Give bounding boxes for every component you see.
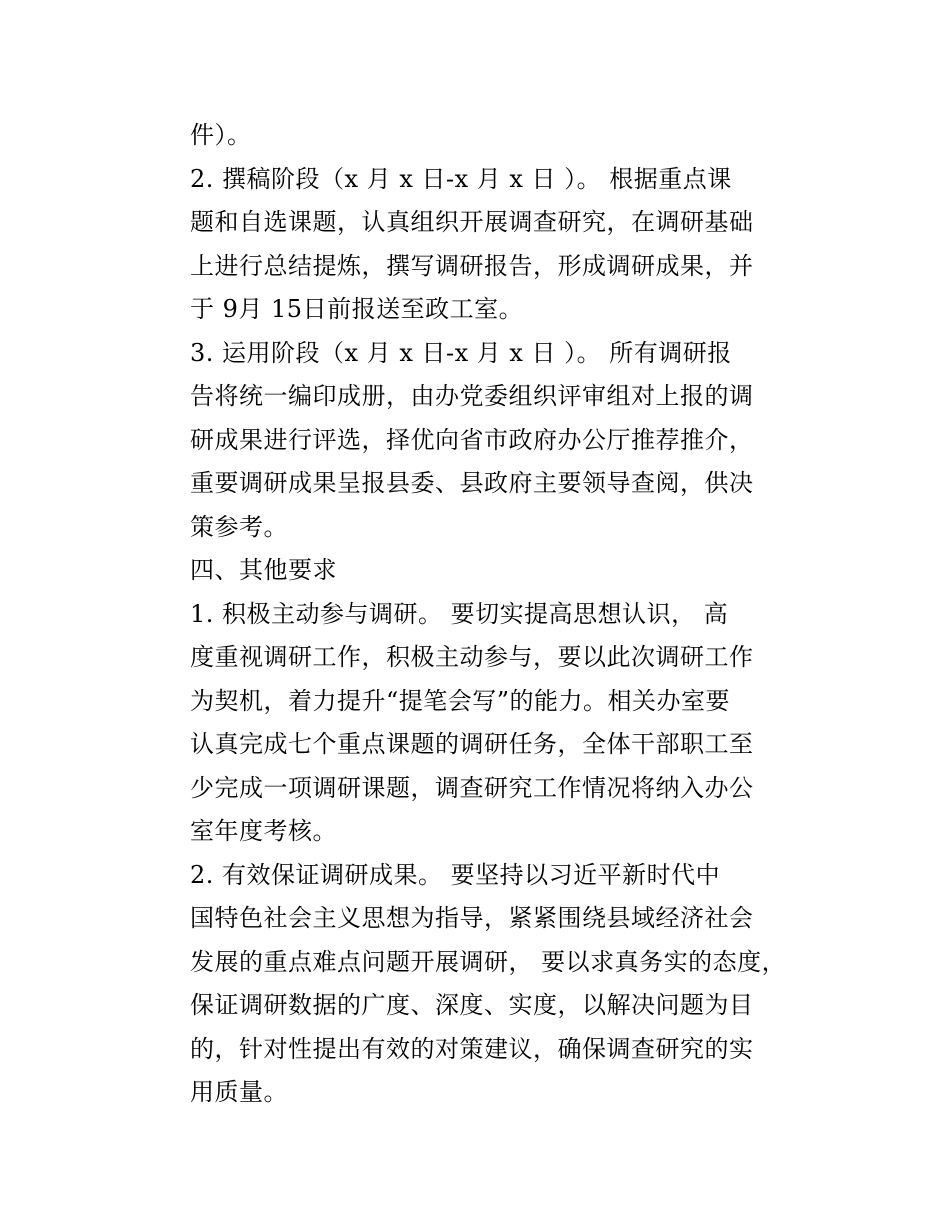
text-line: 策参考。 — [190, 512, 288, 541]
text-line: 于 9月 15日前报送至政工室。 — [190, 295, 524, 323]
text-line: 件）。 — [190, 121, 252, 149]
text-line: 1. 积极主动参与调研。 要切实提高思想认识， 高 — [190, 599, 729, 628]
text-line: 重要调研成果呈报县委、县政府主要领导查阅，供决 — [190, 469, 754, 497]
text-line: 研成果进行评选，择优向省市政府办公厅推荐推介， — [190, 425, 754, 454]
text-line: 用质量。 — [190, 1078, 288, 1106]
text-line: 保证调研数据的广度、深度、实度，以解决问题为目 — [190, 991, 754, 1019]
text-line: 3. 运用阶段（x 月 x 日-x 月 x 日 ）。 所有调研报 — [190, 338, 732, 367]
text-line: 认真完成七个重点课题的调研任务，全体干部职工至 — [190, 730, 754, 758]
text-line: 2. 有效保证调研成果。 要坚持以习近平新时代中 — [190, 860, 721, 889]
text-line: 国特色社会主义思想为指导，紧紧围绕县域经济社会 — [190, 904, 754, 932]
text-line: 为契机，着力提升“提笔会写”的能力。相关办室要 — [190, 686, 731, 715]
text-line: 少完成一项调研课题，调查研究工作情况将纳入办公 — [190, 773, 754, 802]
text-line: 度重视调研工作，积极主动参与，要以此次调研工作 — [190, 643, 754, 671]
section-heading: 四、其他要求 — [190, 556, 337, 584]
text-line: 上进行总结提炼，撰写调研报告，形成调研成果，并 — [190, 251, 754, 280]
text-line: 室年度考核。 — [190, 817, 337, 845]
text-line: 题和自选课题，认真组织开展调查研究，在调研基础 — [190, 208, 754, 236]
document-body — [190, 114, 830, 1115]
text-line: 告将统一编印成册，由办党委组织评审组对上报的调 — [190, 382, 754, 410]
text-line: 发展的重点难点问题开展调研， 要以求真务实的态度， — [190, 947, 787, 976]
text-line: 2. 撰稿阶段（x 月 x 日-x 月 x 日 ）。 根据重点课 — [190, 164, 732, 193]
text-line: 的，针对性提出有效的对策建议，确保调查研究的实 — [190, 1034, 754, 1063]
